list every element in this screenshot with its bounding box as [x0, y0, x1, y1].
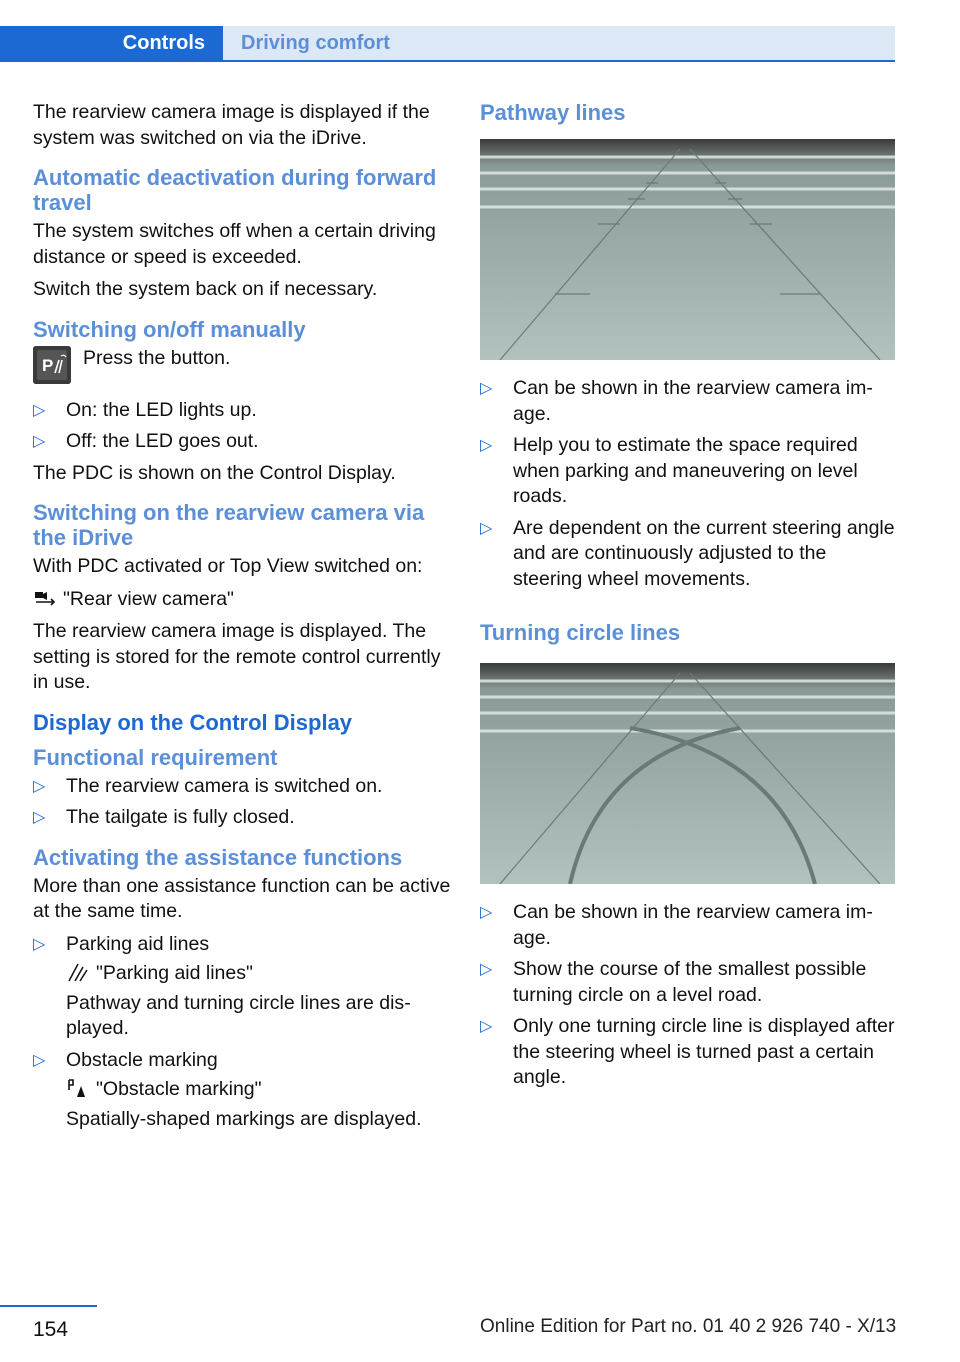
parking-aid-lines-title: Parking aid lines — [66, 932, 210, 955]
parking-aid-lines-menu-row: "Parking aid lines" — [66, 961, 451, 987]
obstacle-marking-desc: Spatially-shaped markings are displayed. — [66, 1107, 422, 1130]
tab-controls-label: Controls — [122, 32, 205, 54]
press-button-text: Press the button. — [83, 346, 231, 369]
switching-idrive-heading: Switching on the rearview camera via the iDrive — [33, 500, 425, 550]
turning-list — [480, 900, 895, 1091]
list-item — [33, 1048, 451, 1133]
header-tabs — [0, 0, 895, 62]
tab-controls[interactable] — [0, 26, 223, 62]
header-divider — [0, 60, 895, 62]
display-heading: Display on the Control Display — [33, 709, 353, 735]
switching-idrive-text-1: With PDC activated or Top View switched on: — [33, 555, 423, 577]
activating-text: More than one assistance function can be active at the same time. — [33, 874, 451, 922]
pdc-shown-text: The PDC is shown on the Control Display. — [33, 461, 396, 484]
list-item: ▷ Show the course of the smallest possible turning circle on a level road. — [480, 958, 867, 1006]
list-item: ▷ Can be shown in the rearview camera image. — [480, 377, 873, 425]
pathway-lines-image — [480, 139, 895, 360]
triangle-right-outline-icon: ▷ — [480, 1018, 493, 1035]
rear-camera-icon — [33, 588, 57, 608]
page-number: 154 — [33, 1318, 69, 1341]
led-list — [33, 398, 451, 455]
auto-deactivation-text-1: The system switches off when a certain driving distance or speed is exceeded. — [33, 220, 436, 268]
list-item: ▷ Off: the LED goes out. — [33, 429, 451, 455]
parking-aid-lines-desc: Pathway and turning circle lines are displayed. — [66, 991, 411, 1039]
left-column — [33, 100, 451, 1138]
svg-text:P: P — [42, 355, 54, 375]
functional-heading: Functional requirement — [33, 744, 278, 770]
pathway-list — [480, 376, 895, 592]
functional-list — [33, 774, 451, 831]
list-item — [33, 932, 451, 1042]
press-button-row — [33, 346, 451, 388]
rear-view-menu-row: "Rear view camera" — [33, 587, 451, 613]
edition-text: Online Edition for Part no. 01 40 2 926 740 - X/13 — [480, 1316, 897, 1337]
list-item: ▷ The tailgate is fully closed. — [33, 805, 451, 831]
turning-heading: Turning circle lines — [480, 620, 681, 645]
triangle-right-outline-icon: ▷ — [33, 1051, 46, 1069]
tab-driving-comfort-label: Driving comfort — [241, 32, 390, 54]
tab-driving-comfort[interactable] — [223, 26, 895, 62]
turning-circle-lines-image — [480, 663, 895, 884]
footer-divider — [0, 1305, 97, 1307]
triangle-right-outline-icon: ▷ — [480, 961, 493, 978]
triangle-right-outline-icon: ▷ — [480, 904, 493, 921]
activating-list — [33, 932, 451, 1133]
triangle-right-outline-icon: ▷ — [33, 935, 46, 953]
triangle-right-outline-icon: ▷ — [480, 519, 493, 537]
list-item: ▷ The rearview camera is switched on. — [33, 774, 451, 800]
triangle-right-outline-icon: ▷ — [480, 437, 493, 454]
switching-manual-heading: Switching on/off manually — [33, 316, 306, 342]
list-item: ▷ On: the LED lights up. — [33, 398, 451, 424]
list-item: ▷ Help you to estimate the space required when parking and maneuvering on level roads. — [480, 434, 858, 507]
switching-idrive-text-2: The rearview camera image is displayed. The setting is stored for the remote control currently in use. — [33, 620, 441, 693]
list-item: ▷ Only one turning circle line is displayed after the steering wheel is turned past a certain angle. — [480, 1015, 895, 1088]
pathway-heading: Pathway lines — [480, 100, 626, 125]
triangle-right-outline-icon: ▷ — [33, 777, 46, 795]
right-column — [480, 100, 895, 1097]
parking-sensor-button-icon — [33, 346, 71, 384]
obstacle-marking-title: Obstacle marking — [66, 1048, 218, 1071]
intro-text: The rearview camera image is displayed if the system was switched on via the iDrive. — [33, 101, 430, 149]
triangle-right-outline-icon: ▷ — [480, 380, 493, 397]
activating-heading: Activating the assistance functions — [33, 844, 403, 870]
auto-deactivation-text-2: Switch the system back on if necessary. — [33, 278, 378, 300]
obstacle-marking-menu-row: "Obstacle marking" — [66, 1077, 451, 1103]
list-item: ▷ Are dependent on the current steering angle and are continuously adjusted to the steering wheel movements. — [480, 516, 895, 590]
triangle-right-outline-icon: ▷ — [33, 809, 46, 826]
obstacle-marking-icon — [66, 1078, 90, 1098]
triangle-right-outline-icon: ▷ — [33, 433, 46, 450]
list-item: ▷ Can be shown in the rearview camera image. — [480, 901, 873, 949]
auto-deactivation-heading: Automatic deactivation during forward travel — [33, 165, 437, 215]
triangle-right-outline-icon: ▷ — [33, 401, 46, 419]
parking-aid-lines-icon — [66, 962, 90, 982]
